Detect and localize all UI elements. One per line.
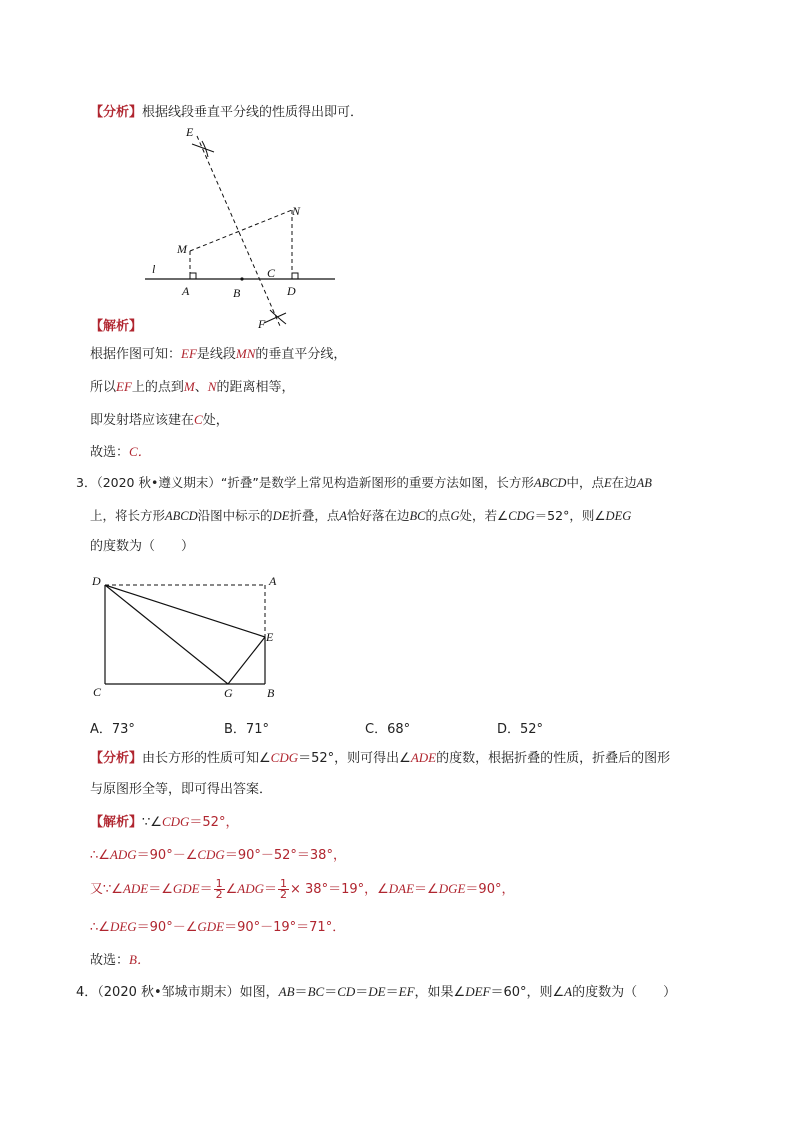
label-e: E: [186, 125, 194, 139]
segment-dg: [105, 585, 228, 684]
q2-solution-tag-line: 【解析】: [90, 319, 143, 334]
segment-mn: [190, 210, 292, 251]
point-b: [240, 277, 243, 280]
q2-solution-line-2: 所以EF上的点到M、N的距离相等，: [90, 379, 295, 395]
q3-solution-line-2: ∴∠ADG＝90°－∠CDG＝90°－52°＝38°，: [90, 847, 346, 863]
option-c: C．68°: [365, 722, 411, 737]
q3-stem-line-1: 3．（2020 秋•遵义期末）“折叠”是数学上常见构造新图形的重要方法如图，长方形ABCD中，点E在边AB: [76, 475, 652, 490]
label-g: G: [224, 686, 233, 700]
q3-stem-line-2: 上，将长方形ABCD沿图中标示的DE折叠，点A恰好落在边BC的点G处，若∠CDG＝52°，则∠DEG: [90, 508, 632, 523]
right-angle-d: [292, 273, 298, 279]
analysis-tag: 【分析】: [90, 105, 143, 120]
label-a: A: [269, 574, 277, 588]
q4-stem-line-1: 4．（2020 秋•邹城市期末）如图，AB＝BC＝CD＝DE＝EF，如果∠DEF＝60°，则∠A的度数为（ ）: [76, 984, 677, 1000]
arc-f-2: [270, 310, 286, 324]
segment-de: [105, 585, 265, 637]
q3-analysis-line-1: 【分析】由长方形的性质可知∠CDG＝52°，则可得出∠ADE的度数，根据折叠的性质，折叠后的图形: [90, 750, 671, 766]
q3-solution-line-4: ∴∠DEG＝90°－∠GDE＝90°－19°＝71°．: [90, 919, 346, 935]
q3-stem-line-3: 的度数为（ ）: [90, 539, 195, 554]
fraction-one-half-2: $\frac{1}{2}$: [280, 877, 287, 901]
label-b: B: [233, 286, 241, 300]
label-b: B: [267, 686, 275, 700]
label-n: N: [292, 204, 301, 218]
q3-figure: [88, 570, 288, 705]
option-d: D．52°: [497, 722, 544, 737]
label-l: l: [152, 262, 156, 276]
label-e: E: [266, 630, 274, 644]
option-b: B．71°: [224, 722, 269, 737]
q2-solution-line-1: 根据作图可知：EF是线段MN的垂直平分线，: [90, 346, 347, 362]
q3-solution-line-1: 【解析】∵∠CDG＝52°，: [90, 814, 239, 830]
fraction-one-half: $\frac{1}{2}$: [215, 877, 223, 901]
option-a: A．73°: [90, 722, 135, 737]
label-c: C: [267, 266, 276, 280]
q2-figure: [140, 120, 350, 335]
q3-answer: 故选：B．: [90, 952, 150, 968]
segment-ge: [228, 637, 265, 684]
q3-solution-line-3: 又∵∠ADE＝∠GDE＝ $\frac{1}{2}$ ∠ADG＝ $\frac{1}{2}$ × 38°＝19°，∠DAE＝∠DGE＝90°，: [90, 877, 515, 901]
q2-solution-line-3: 即发射塔应该建在C处，: [90, 412, 229, 428]
label-d: D: [92, 574, 101, 588]
label-c: C: [93, 685, 102, 699]
label-m: M: [177, 242, 187, 256]
label-f: F: [258, 317, 266, 331]
q3-analysis-line-2: 与原图形全等，即可得出答案．: [90, 782, 273, 797]
q2-analysis-line: 【分析】根据线段垂直平分线的性质得出即可．: [90, 105, 364, 120]
right-angle-a: [190, 273, 196, 279]
q2-answer: 故选：C．: [90, 444, 151, 460]
label-a: A: [182, 284, 190, 298]
label-d: D: [287, 284, 296, 298]
